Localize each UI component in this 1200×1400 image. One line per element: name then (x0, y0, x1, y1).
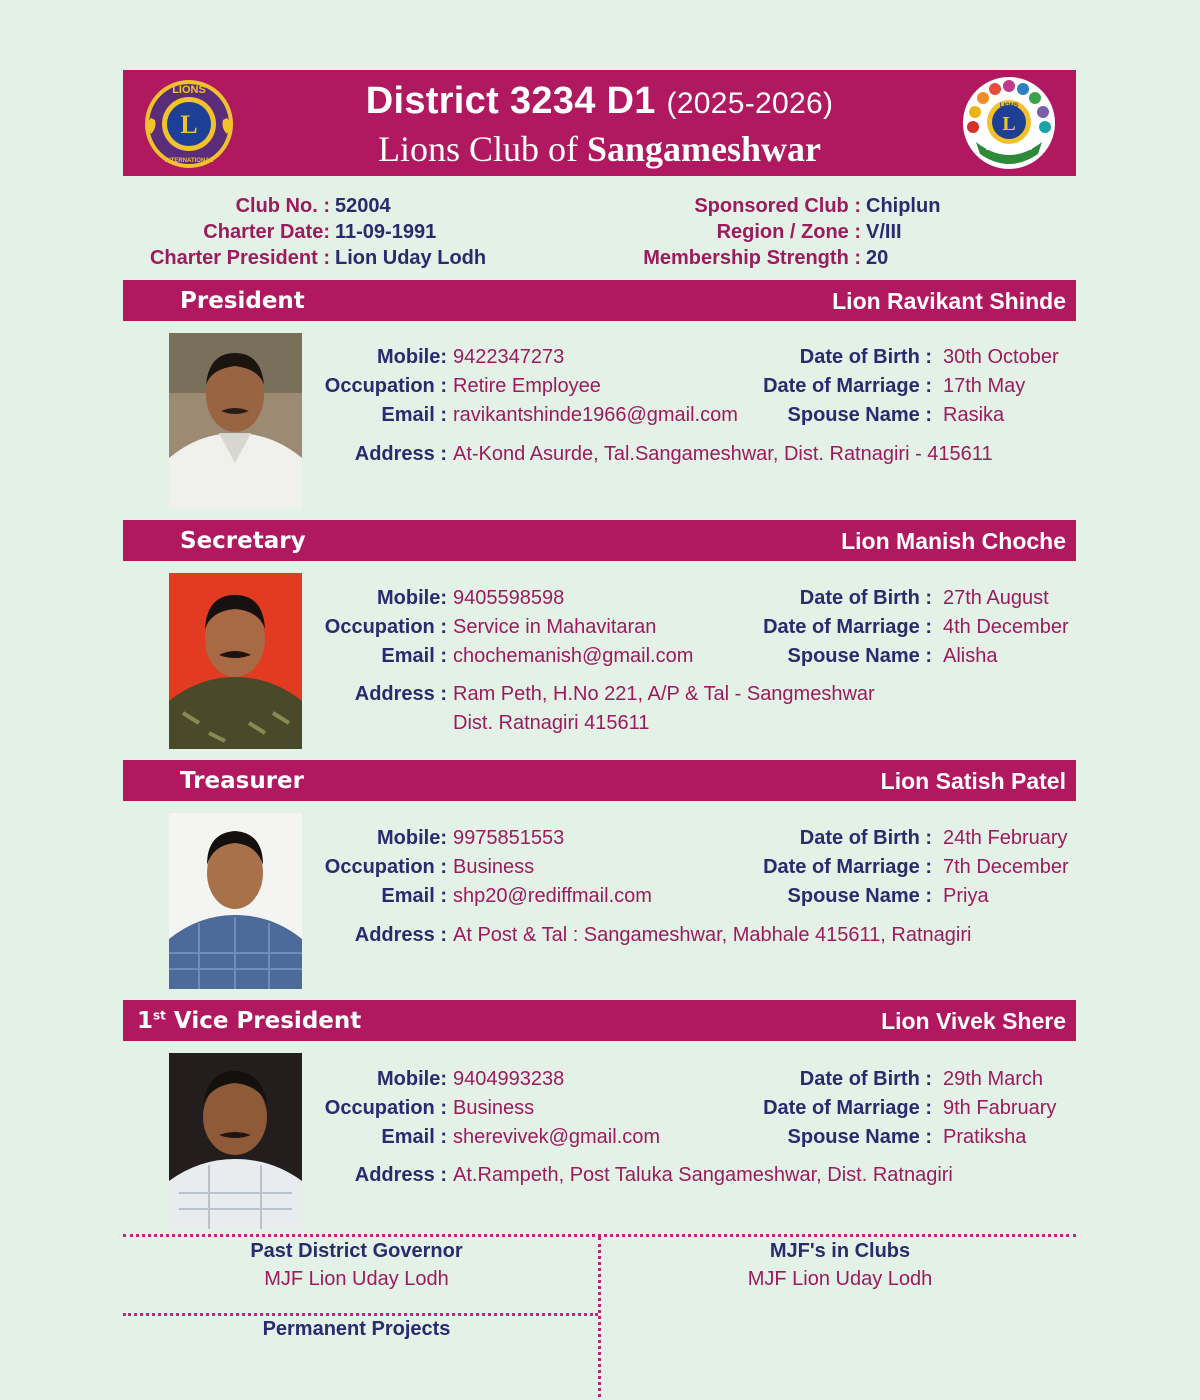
president-contact (300, 343, 738, 430)
charter-president-label: Charter President : (149, 247, 330, 269)
mobile-value: 9405598598 (453, 587, 565, 609)
dom-value: 17th May (943, 375, 1026, 397)
sponsored-club-value: Chiplun (866, 195, 941, 217)
membership-value: 20 (866, 247, 889, 269)
officer-name: Lion Satish Patel (880, 768, 1066, 794)
svg-text:L: L (1002, 113, 1016, 135)
charter-date-value: 11-09-1991 (335, 221, 437, 243)
president-address (300, 440, 993, 469)
district-name: District 3234 D1 (365, 80, 656, 122)
officer-name: Lion Manish Choche (841, 528, 1066, 554)
dom-label: Date of Marriage : (763, 616, 932, 638)
email-value[interactable]: ravikantshinde1966@gmail.com (453, 404, 738, 426)
past-district-governor-title: Past District Governor (250, 1240, 463, 1262)
dom-row (730, 853, 1069, 882)
spouse-value: Priya (943, 885, 989, 907)
officer-name: Lion Vivek Shere (881, 1008, 1066, 1034)
sponsored-club-label: Sponsored Club : (694, 195, 861, 217)
dom-row (730, 1094, 1056, 1123)
vice-president-personal (730, 1065, 1056, 1152)
region-zone-value: V/III (866, 221, 902, 243)
club-info-left (120, 193, 486, 271)
membership-label: Membership Strength : (643, 247, 861, 269)
occupation-label: Occupation : (324, 1097, 447, 1119)
footer-divider-mid (123, 1313, 598, 1316)
spouse-label: Spouse Name : (787, 885, 932, 907)
mobile-row (300, 343, 738, 372)
mobile-row (300, 584, 693, 613)
address-label: Address : (354, 683, 447, 705)
address-label: Address : (354, 443, 447, 465)
president-bar (123, 280, 1076, 321)
secretary-bar (123, 520, 1076, 561)
email-value[interactable]: shp20@rediffmail.com (453, 885, 652, 907)
address-label: Address : (354, 924, 447, 946)
club-info-right (610, 193, 940, 271)
footer-divider-vertical (598, 1237, 601, 1397)
email-row (300, 882, 652, 911)
svg-text:INTERNATIONAL: INTERNATIONAL (164, 158, 214, 164)
svg-text:LEAD TO WIN: LEAD TO WIN (985, 145, 1033, 152)
address-value: At-Kond Asurde, Tal.Sangameshwar, Dist. Ratnagiri - 415611 (453, 443, 993, 465)
treasurer-photo (169, 813, 302, 989)
occupation-row (300, 372, 738, 401)
dob-row (730, 824, 1069, 853)
club-number-row (120, 193, 486, 219)
spouse-row (730, 882, 1069, 911)
email-label: Email : (381, 885, 447, 907)
dob-label: Date of Birth : (799, 827, 932, 849)
address-value: At Post & Tal : Sangameshwar, Mabhale 415611, Ratnagiri (453, 924, 972, 946)
address-value: Ram Peth, H.No 221, A/P & Tal - Sangmeshwar Dist. Ratnagiri 415611 (453, 683, 875, 734)
role-title: President (180, 288, 305, 314)
dob-row (730, 1065, 1056, 1094)
dom-value: 4th December (943, 616, 1069, 638)
svg-text:L: L (180, 110, 198, 139)
mjf-title: MJF's in Clubs (769, 1240, 911, 1262)
mobile-row (300, 824, 652, 853)
spouse-label: Spouse Name : (787, 645, 932, 667)
treasurer-address (300, 921, 971, 950)
secretary-photo (169, 573, 302, 749)
dob-label: Date of Birth : (799, 587, 932, 609)
role-title: Treasurer (180, 768, 304, 794)
treasurer-bar (123, 760, 1076, 801)
svg-text:LIONS: LIONS (172, 84, 206, 96)
dob-value: 27th August (943, 587, 1049, 609)
header-banner (123, 70, 1076, 176)
lions-year: (2025-2026) (666, 87, 834, 120)
mobile-label: Mobile: (377, 587, 447, 609)
address-label: Address : (354, 1164, 447, 1186)
club-number-label: Club No. : (235, 195, 330, 217)
address-value: At.Rampeth, Post Taluka Sangameshwar, Dist. Ratnagiri (453, 1164, 953, 1186)
region-zone-row (610, 219, 940, 245)
district-title (123, 80, 1076, 123)
dom-label: Date of Marriage : (763, 375, 932, 397)
mobile-label: Mobile: (377, 827, 447, 849)
occupation-row (300, 1094, 660, 1123)
club-name: Sangameshwar (586, 129, 822, 169)
mobile-row (300, 1065, 660, 1094)
charter-president-value: Lion Uday Lodh (335, 247, 487, 269)
officer-name: Lion Ravikant Shinde (832, 288, 1066, 314)
dom-label: Date of Marriage : (763, 1097, 932, 1119)
occupation-value: Business (453, 856, 535, 878)
charter-date-label: Charter Date: (203, 221, 330, 243)
vice-president-address (300, 1161, 953, 1190)
email-row (300, 1123, 660, 1152)
email-row (300, 401, 738, 430)
spouse-row (730, 401, 1059, 430)
membership-row (610, 245, 940, 271)
spouse-value: Pratiksha (943, 1126, 1027, 1148)
mobile-label: Mobile: (377, 1068, 447, 1090)
email-label: Email : (381, 645, 447, 667)
secretary-address (300, 680, 875, 738)
dom-value: 7th December (943, 856, 1069, 878)
dom-label: Date of Marriage : (763, 856, 932, 878)
svg-text:LIONS: LIONS (999, 103, 1019, 109)
secretary-contact (300, 584, 693, 671)
sponsored-club-row (610, 193, 940, 219)
occupation-row (300, 853, 652, 882)
occupation-value: Retire Employee (453, 375, 601, 397)
club-number-value: 52004 (335, 195, 391, 217)
dob-value: 24th February (943, 827, 1068, 849)
permanent-projects-title: Permanent Projects (262, 1318, 451, 1340)
email-value[interactable]: chochemanish@gmail.com (453, 645, 694, 667)
dob-value: 30th October (943, 346, 1059, 368)
role-title: Secretary (180, 528, 306, 554)
spouse-row (730, 1123, 1056, 1152)
dob-value: 29th March (943, 1068, 1044, 1090)
club-title (123, 128, 1076, 170)
president-personal (730, 343, 1059, 430)
spouse-row (730, 642, 1069, 671)
charter-date-row (120, 219, 486, 245)
role-ordinal-suffix: st (153, 1008, 166, 1023)
role-ordinal: 1 (137, 1008, 154, 1034)
mobile-label: Mobile: (377, 346, 447, 368)
spouse-label: Spouse Name : (787, 404, 932, 426)
spouse-value: Alisha (943, 645, 998, 667)
dob-row (730, 584, 1069, 613)
occupation-label: Occupation : (324, 616, 447, 638)
treasurer-contact (300, 824, 652, 911)
region-zone-label: Region / Zone : (716, 221, 861, 243)
vice-president-bar (123, 1000, 1076, 1041)
mobile-value: 9422347273 (453, 346, 565, 368)
president-photo (169, 333, 302, 509)
role-title (137, 1008, 361, 1034)
spouse-value: Rasika (943, 404, 1005, 426)
past-district-governor-value: MJF Lion Uday Lodh (264, 1268, 449, 1290)
occupation-value: Business (453, 1097, 535, 1119)
mjf-value: MJF Lion Uday Lodh (747, 1268, 933, 1290)
email-row (300, 642, 693, 671)
dom-row (730, 613, 1069, 642)
email-value[interactable]: sherevivek@gmail.com (453, 1126, 661, 1148)
email-label: Email : (381, 1126, 447, 1148)
spouse-label: Spouse Name : (787, 1126, 932, 1148)
dom-row (730, 372, 1059, 401)
dom-value: 9th Fabruary (943, 1097, 1057, 1119)
occupation-value: Service in Mahavitaran (453, 616, 657, 638)
occupation-label: Occupation : (324, 856, 447, 878)
dob-row (730, 343, 1059, 372)
charter-president-row (120, 245, 486, 271)
role-name: Vice President (173, 1008, 362, 1034)
occupation-label: Occupation : (324, 375, 447, 397)
vice-president-contact (300, 1065, 660, 1152)
dob-label: Date of Birth : (799, 346, 932, 368)
secretary-personal (730, 584, 1069, 671)
email-label: Email : (381, 404, 447, 426)
treasurer-personal (730, 824, 1069, 911)
dob-label: Date of Birth : (799, 1068, 932, 1090)
mobile-value: 9404993238 (453, 1068, 565, 1090)
club-prefix: Lions Club of (377, 129, 578, 169)
occupation-row (300, 613, 693, 642)
lead-to-win-logo (962, 76, 1056, 170)
mobile-value: 9975851553 (453, 827, 565, 849)
vice-president-photo (169, 1053, 302, 1229)
